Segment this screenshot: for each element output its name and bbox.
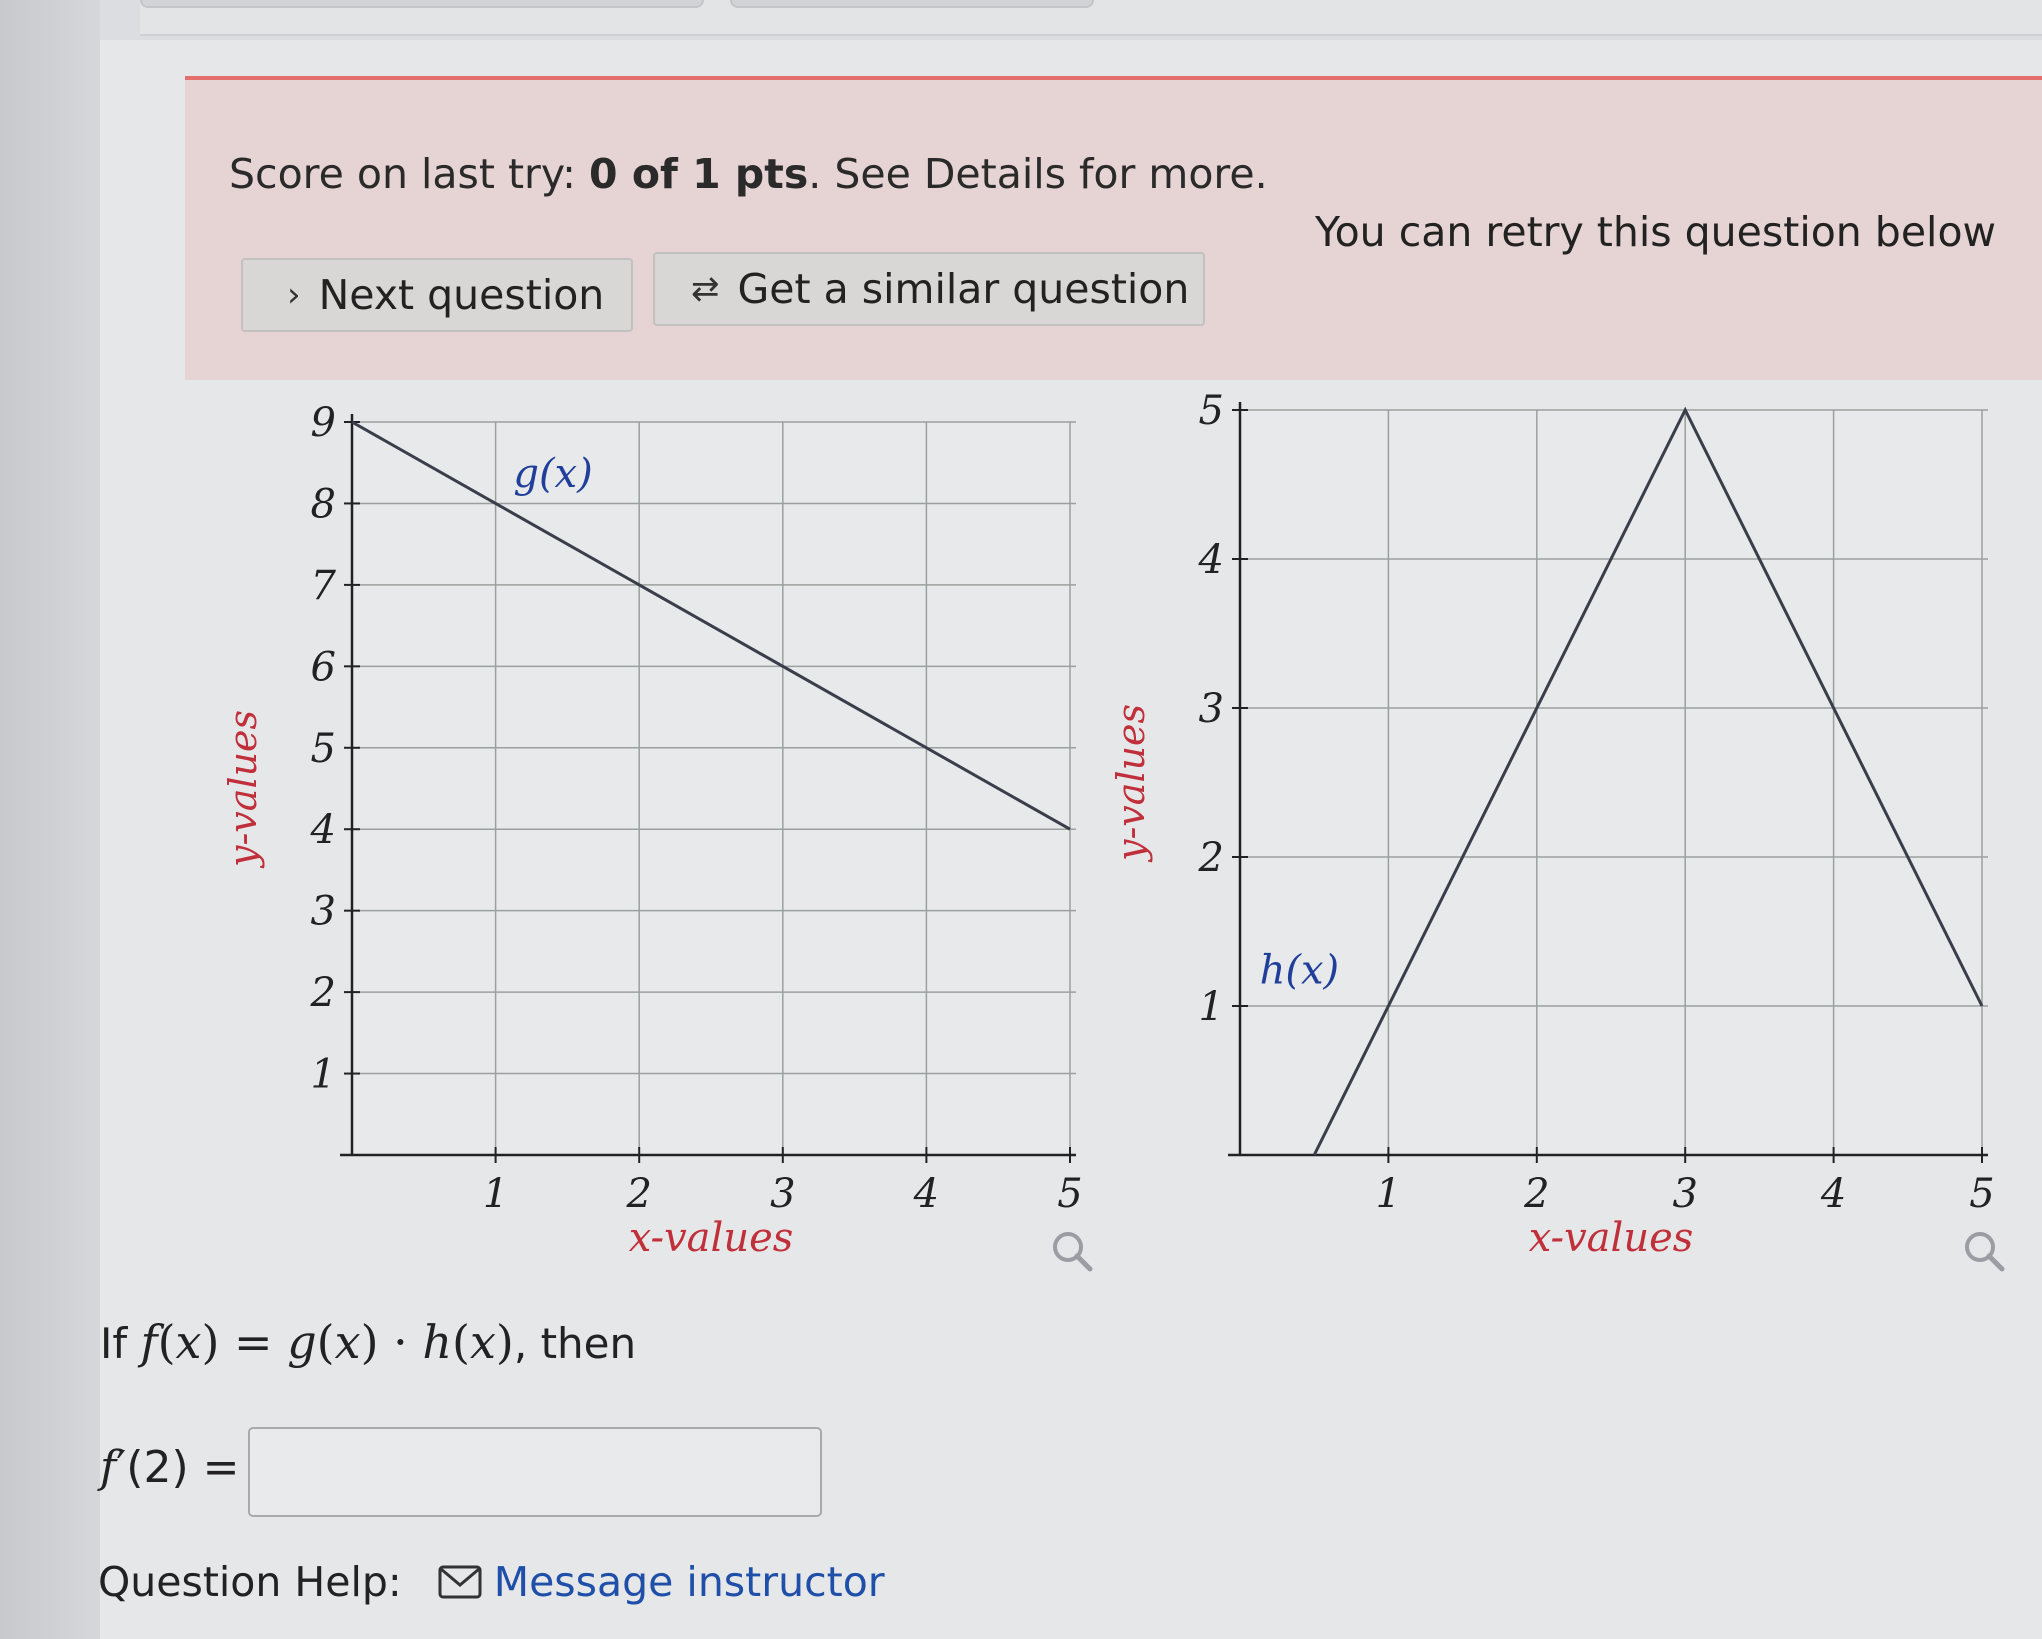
- x-axis-label: x-values: [628, 1215, 794, 1261]
- x-axis-label: x-values: [1528, 1215, 1694, 1261]
- then-word: , then: [513, 1319, 637, 1368]
- y-tick-label: 3: [310, 888, 336, 935]
- y-tick-label: 2: [310, 970, 336, 1017]
- formula-part: ): [495, 1315, 514, 1369]
- y-tick-label: 6: [310, 644, 336, 691]
- y-tick-label: 9: [310, 400, 336, 446]
- x-tick-label: 3: [1672, 1171, 1698, 1217]
- formula-x: x: [469, 1315, 496, 1369]
- x-tick-label: 1: [482, 1171, 509, 1217]
- formula-x: x: [334, 1315, 361, 1369]
- series-label: g(x): [513, 451, 593, 498]
- retry-note: You can retry this question below: [1315, 208, 1997, 256]
- x-tick-label: 5: [1969, 1171, 1995, 1217]
- y-axis-label: y-values: [1109, 703, 1153, 862]
- y-tick-label: 4: [310, 807, 336, 854]
- x-tick-label: 4: [913, 1171, 940, 1217]
- score-suffix: . See Details for more.: [808, 150, 1268, 198]
- y-tick-label: 3: [1198, 686, 1224, 732]
- formula-f: f: [140, 1315, 158, 1369]
- answer-label-rest: ′(2) =: [116, 1442, 240, 1493]
- help-label: Question Help:: [98, 1558, 402, 1606]
- formula-x: x: [175, 1315, 202, 1369]
- x-tick-label: 1: [1375, 1171, 1402, 1217]
- series-label: h(x): [1259, 947, 1340, 994]
- formula-part: (: [157, 1315, 176, 1369]
- message-instructor-label: Message instructor: [493, 1558, 885, 1606]
- x-tick-label: 5: [1057, 1171, 1083, 1217]
- y-tick-label: 1: [310, 1051, 336, 1098]
- x-tick-label: 2: [626, 1171, 652, 1217]
- formula-part: ) ·: [360, 1315, 423, 1369]
- formula-h: h: [422, 1315, 453, 1369]
- magnifier-icon-handle: [1989, 1256, 2002, 1269]
- if-word: If: [100, 1319, 141, 1368]
- answer-label: [100, 1442, 239, 1493]
- y-tick-label: 4: [1198, 537, 1224, 583]
- x-tick-label: 2: [1524, 1171, 1550, 1217]
- y-tick-label: 8: [310, 481, 336, 528]
- next-question-label: Next question: [318, 271, 605, 319]
- message-instructor-link[interactable]: [438, 1558, 885, 1606]
- y-tick-label: 7: [310, 562, 336, 609]
- chevron-right-icon: ›: [287, 275, 301, 315]
- score-prefix: Score on last try:: [229, 150, 590, 198]
- envelope-icon: [438, 1565, 482, 1599]
- formula-part: ) =: [201, 1315, 288, 1369]
- similar-question-label: Get a similar question: [737, 265, 1190, 313]
- y-tick-label: 1: [1198, 984, 1224, 1030]
- x-tick-label: 3: [770, 1171, 796, 1217]
- y-tick-label: 5: [1198, 388, 1224, 434]
- question-help: [98, 1558, 885, 1606]
- y-tick-label: 5: [310, 725, 336, 772]
- answer-label-fn: f: [100, 1442, 117, 1493]
- formula-g: g: [287, 1315, 317, 1369]
- swap-arrows-icon: ⇄: [691, 269, 720, 309]
- x-tick-label: 4: [1820, 1171, 1847, 1217]
- y-axis-label: y-values: [221, 709, 265, 868]
- question-statement: [100, 1315, 636, 1369]
- formula-part: (: [316, 1315, 335, 1369]
- y-tick-label: 2: [1198, 835, 1224, 881]
- formula-part: (: [452, 1315, 470, 1369]
- score-value: 0 of 1 pts: [589, 150, 809, 198]
- answer-input[interactable]: [248, 1427, 822, 1517]
